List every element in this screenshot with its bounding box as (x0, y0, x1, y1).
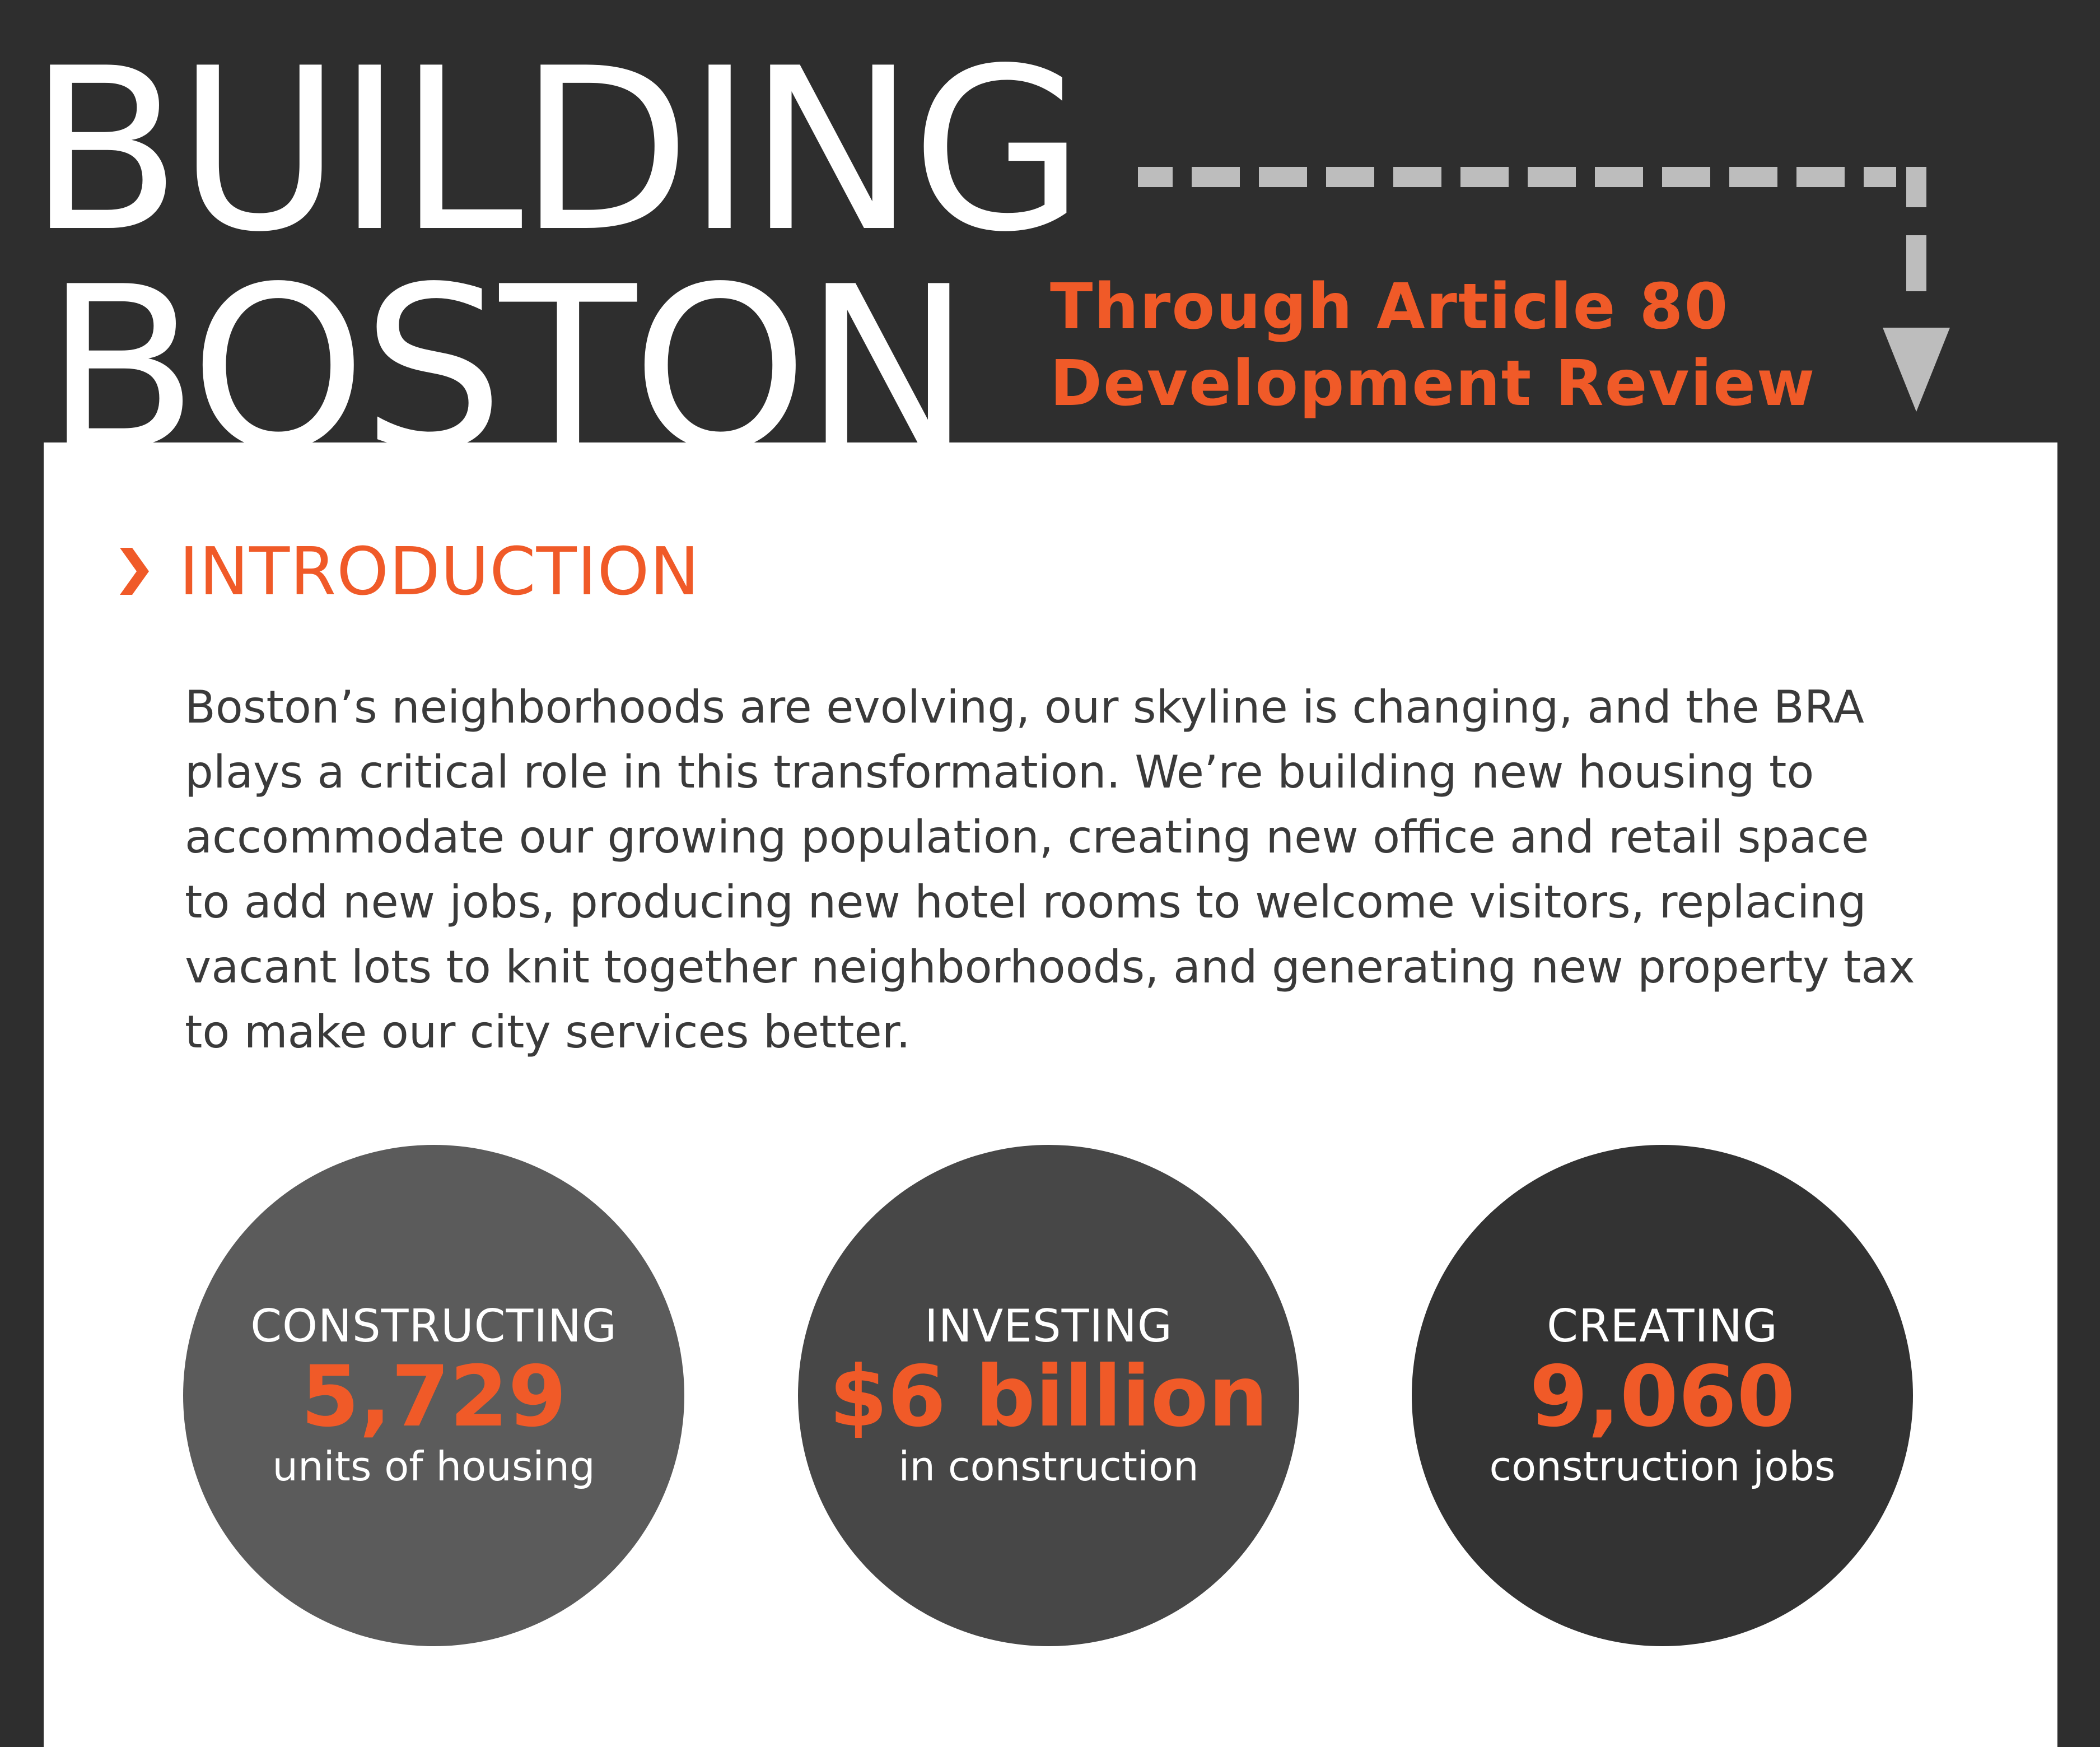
stat-circle-housing (183, 1145, 684, 1646)
stat-value: 9,060 (1529, 1348, 1795, 1446)
subtitle-line-2: Development Review (1050, 347, 1816, 420)
subtitle-line-1: Through Article 80 (1050, 271, 1729, 343)
stat-description: construction jobs (1489, 1442, 1836, 1490)
stat-label: CREATING (1547, 1299, 1778, 1352)
stat-description: in construction (898, 1442, 1199, 1490)
introduction-body: Boston’s neighborhoods are evolving, our skyline is changing, and the BRA plays a critical role in this transformation. We’re building new housing to accommodate our growing population, creating new office and retail space to add new jobs, producing new hotel rooms to welcome visitors, replacing vacant lots to knit together neighborhoods, and generating new property tax to make our city services better. (185, 681, 1915, 1058)
stat-label: INVESTING (925, 1299, 1173, 1352)
stat-value: 5,729 (301, 1348, 567, 1446)
stat-label: CONSTRUCTING (250, 1299, 617, 1352)
introduction-title: INTRODUCTION (179, 533, 700, 610)
title-line-building: BUILDING (28, 21, 1081, 281)
introduction-heading (118, 533, 700, 610)
chevron-right-icon (118, 538, 151, 605)
stat-value: $6 billion (829, 1348, 1268, 1446)
stat-circle-investment (798, 1145, 1299, 1646)
title-line-boston: BOSTON (45, 239, 967, 500)
stat-description: units of housing (272, 1442, 595, 1490)
stat-circle-jobs (1412, 1145, 1913, 1646)
